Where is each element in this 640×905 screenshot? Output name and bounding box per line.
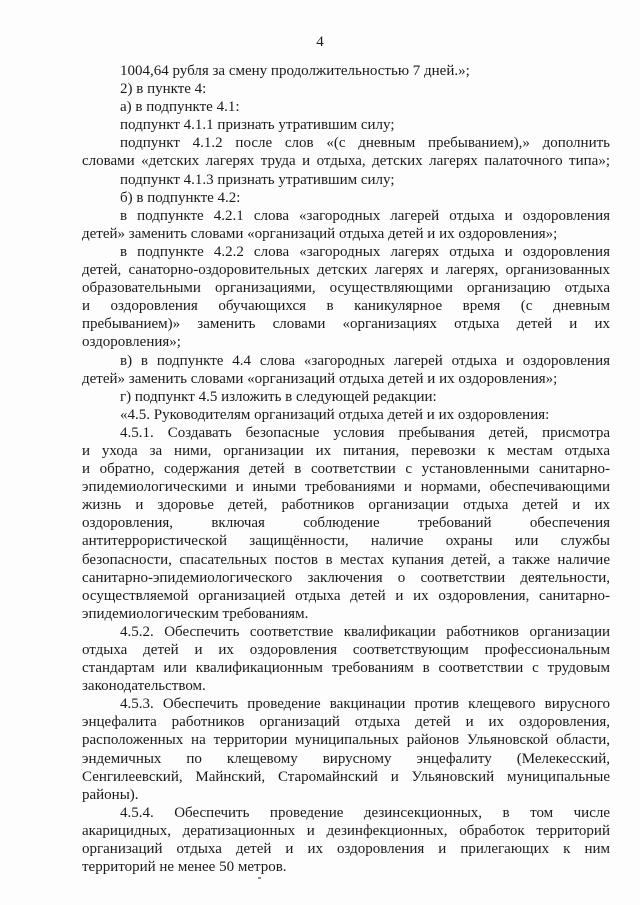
- text-line: эпидемиологическим требованиям.: [82, 605, 309, 622]
- text-line: отдыха детей и их оздоровления соответствующим профессиональным: [82, 642, 610, 658]
- text-line: 1004,64 рубля за смену продолжительностью 7 дней.»;: [120, 63, 470, 79]
- text-line: детей» заменить словами «организаций отдыха детей и их оздоровления»;: [82, 370, 558, 387]
- text-line: в подпункте 4.2.1 слова «загородных лагерей отдыха и оздоровления: [120, 207, 610, 224]
- text-line: 4.5.4. Обеспечить проведение дезинсекционных, в том числе: [120, 804, 610, 821]
- text-line: г) подпункт 4.5 изложить в следующей редакции:: [120, 388, 437, 405]
- text-line: «4.5. Руководителям организаций отдыха детей и их оздоровления:: [120, 406, 550, 423]
- text-line: детей» заменить словами «организаций отдыха детей и их оздоровления»;: [82, 225, 558, 242]
- text-line: пребыванием)» заменить словами «организациях отдыха детей и их: [82, 316, 610, 333]
- text-line: а) в подпункте 4.1:: [120, 99, 240, 116]
- text-line: безопасности, спасательных постов в местах купания детей, а также наличие: [82, 551, 610, 568]
- text-line: и ухода за ними, организации их питания, перевозки к местам отдыха: [82, 442, 610, 459]
- text-line: организаций отдыха детей и их оздоровления и прилегающих к ним: [82, 841, 610, 858]
- text-line: подпункт 4.1.2 после слов «(с дневным пребыванием),» дополнить: [120, 135, 610, 152]
- text-line: 4.5.3. Обеспечить проведение вакцинации против клещевого вирусного: [120, 696, 610, 713]
- text-line: 2) в пункте 4:: [120, 81, 207, 98]
- text-line: и обратно, содержания детей в соответствии с установленными санитарно-: [82, 461, 610, 478]
- text-line: стандартам или квалификационным требованиям в соответствии с трудовым: [82, 660, 610, 677]
- page-number: 4: [316, 34, 324, 50]
- text-line: оздоровления, включая соблюдение требований обеспечения: [82, 515, 610, 532]
- text-line: и оздоровления обучающихся в каникулярное время (с дневным: [82, 298, 610, 315]
- text-line: подпункт 4.1.1 признать утратившим силу;: [120, 117, 395, 134]
- text-line: 4.5.1. Создавать безопасные условия пребывания детей, присмотра: [120, 424, 610, 441]
- document-body: [82, 62, 610, 876]
- text-line: оздоровления»;: [82, 334, 181, 351]
- text-line: эндемичных по клещевому вирусному энцефалиту (Мелекесский,: [82, 750, 610, 767]
- text-line: детей, санаторно-оздоровительных детских лагерях и лагерях, организованных: [82, 262, 610, 279]
- text-line: районы).: [82, 786, 139, 803]
- text-line: 4.5.2. Обеспечить соответствие квалификации работников организации: [120, 623, 610, 640]
- text-line: санитарно-эпидемиологического заключения о соответствии деятельности,: [82, 569, 610, 586]
- text-line: акарицидных, дератизационных и дезинфекционных, обработок территорий: [82, 822, 610, 839]
- text-line: образовательными организациями, осуществляющими организацию отдыха: [82, 280, 610, 297]
- text-line: антитеррористической защищённости, наличие охраны или службы: [82, 533, 610, 550]
- text-line: расположенных на территории муниципальных районов Ульяновской области,: [82, 732, 610, 749]
- text-line: осуществляемой организацией отдыха детей и их оздоровления, санитарно-: [82, 587, 610, 604]
- text-line: эпидемиологическими и иными требованиями и нормами, обеспечивающими: [82, 479, 610, 496]
- text-line: б) в подпункте 4.2:: [120, 189, 241, 206]
- text-line: Сенгилеевский, Майнский, Старомайнский и Ульяновский муниципальные: [82, 768, 610, 785]
- scan-speck: [258, 877, 261, 879]
- text-line: территорий не менее 50 метров.: [82, 859, 287, 876]
- text-line: законодательством.: [82, 678, 206, 695]
- text-line: жизнь и здоровье детей, работников организации отдыха детей и их: [82, 497, 610, 514]
- text-line: словами «детских лагерях труда и отдыха, детских лагерях палаточного типа»;: [82, 153, 610, 170]
- text-line: подпункт 4.1.3 признать утратившим силу;: [120, 171, 395, 188]
- text-line: в) в подпункте 4.4 слова «загородных лагерей отдыха и оздоровления: [120, 352, 610, 369]
- text-line: в подпункте 4.2.2 слова «загородных лагерях отдыха и оздоровления: [120, 243, 610, 260]
- text-line: энцефалита работников организаций отдыха детей и их оздоровления,: [82, 714, 610, 731]
